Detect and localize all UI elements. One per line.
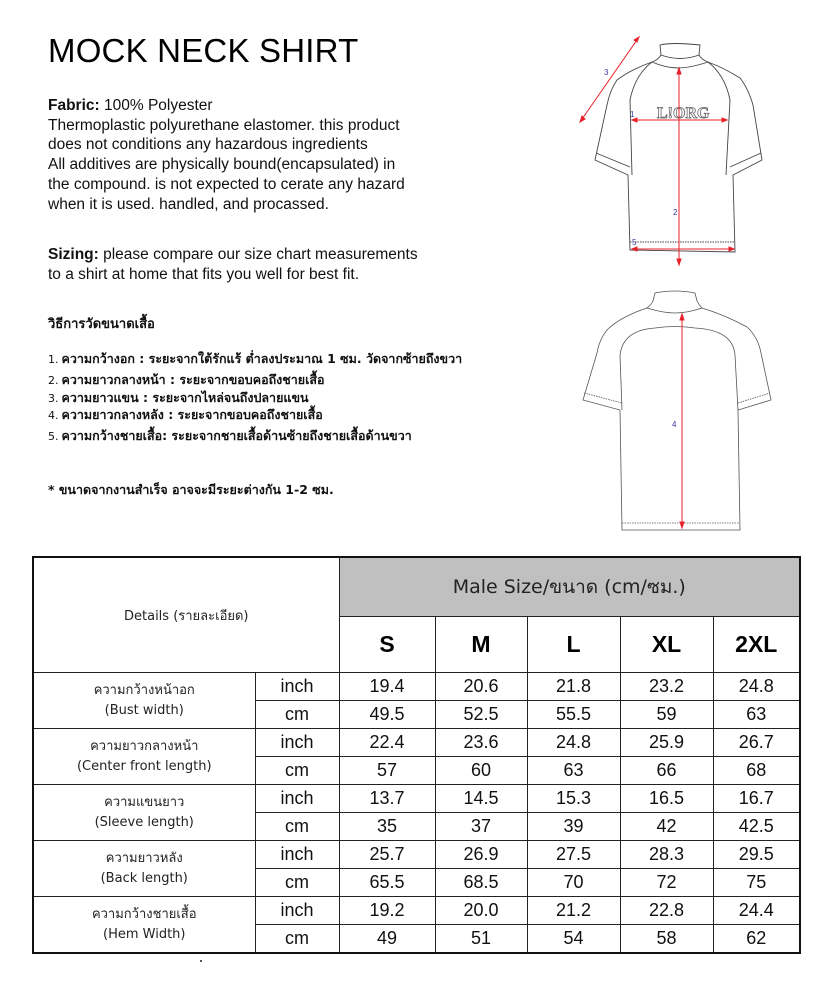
value-cell: 51	[435, 925, 527, 954]
item-text: ความยาวแขน : ระยะจากไหล่จนถึงปลายแขน	[61, 390, 309, 405]
measurement-label	[33, 841, 255, 897]
value-cell: 25.7	[339, 841, 435, 869]
value-cell: 24.8	[527, 729, 620, 757]
measure-label-4: 4	[672, 420, 677, 429]
measurement-english: (Sleeve length)	[94, 814, 194, 830]
item-number: 2.	[48, 374, 59, 387]
value-cell: 66	[620, 757, 713, 785]
unit-cell: cm	[255, 757, 339, 785]
value-cell: 24.8	[713, 673, 800, 701]
unit-cell: inch	[255, 841, 339, 869]
value-cell: 25.9	[620, 729, 713, 757]
value-cell: 49.5	[339, 701, 435, 729]
measurement-thai: ความแขนยาว	[104, 794, 185, 810]
measurement-label	[33, 785, 255, 841]
fabric-line: All additives are physically bound(encapsulated) in	[48, 156, 396, 174]
value-cell: 19.4	[339, 673, 435, 701]
measurement-label	[33, 673, 255, 729]
fabric-description	[48, 96, 405, 214]
fabric-line: Thermoplastic polyurethane elastomer. this product	[48, 116, 400, 134]
value-cell: 49	[339, 925, 435, 954]
measurement-thai: ความยาวกลางหน้า	[90, 738, 199, 754]
value-cell: 20.0	[435, 897, 527, 925]
value-cell: 37	[435, 813, 527, 841]
value-cell: 13.7	[339, 785, 435, 813]
value-cell: 35	[339, 813, 435, 841]
value-cell: 70	[527, 869, 620, 897]
measurement-english: (Hem Width)	[103, 926, 186, 942]
value-cell: 55.5	[527, 701, 620, 729]
measure-label-5: 5	[632, 238, 637, 247]
size-col-header: L	[527, 617, 620, 673]
sizing-line: please compare our size chart measurements	[98, 246, 418, 263]
fabric-value: 100% Polyester	[99, 97, 213, 114]
tolerance-note: * ขนาดจากงานสำเร็จ อาจจะมีระยะต่างกัน 1-2 ซม.	[48, 482, 334, 497]
howto-list	[48, 349, 462, 447]
page-title: MOCK NECK SHIRT	[48, 32, 359, 69]
unit-cell: cm	[255, 701, 339, 729]
measurement-thai: ความยาวหลัง	[105, 850, 183, 866]
table-row	[33, 841, 800, 869]
value-cell: 21.8	[527, 673, 620, 701]
fabric-line: when it is used. handled, and procassed.	[48, 195, 329, 213]
measurement-label	[33, 897, 255, 954]
size-chart-table	[32, 556, 801, 954]
unit-cell: inch	[255, 785, 339, 813]
value-cell: 75	[713, 869, 800, 897]
value-cell: 15.3	[527, 785, 620, 813]
back-shirt-diagram	[575, 285, 785, 540]
value-cell: 68.5	[435, 869, 527, 897]
value-cell: 16.7	[713, 785, 800, 813]
value-cell: 42	[620, 813, 713, 841]
value-cell: 22.4	[339, 729, 435, 757]
size-col-header: M	[435, 617, 527, 673]
measurement-english: (Bust width)	[104, 702, 184, 718]
size-col-header: 2XL	[713, 617, 800, 673]
item-number: 5.	[48, 430, 59, 443]
unit-cell: cm	[255, 869, 339, 897]
value-cell: 60	[435, 757, 527, 785]
item-text: ความยาวกลางหน้า : ระยะจากขอบคอถึงชายเสื้อ	[61, 372, 325, 387]
table-row	[33, 897, 800, 925]
size-header: Male Size/ขนาด (cm/ซม.)	[339, 557, 800, 617]
fabric-line: does not conditions any hazardous ingredients	[48, 136, 368, 154]
unit-cell: cm	[255, 925, 339, 954]
howto-item	[48, 349, 462, 370]
measurement-label	[33, 729, 255, 785]
value-cell: 19.2	[339, 897, 435, 925]
item-number: 3.	[48, 392, 59, 405]
value-cell: 21.2	[527, 897, 620, 925]
measure-label-3: 3	[604, 68, 609, 77]
value-cell: 24.4	[713, 897, 800, 925]
fabric-label: Fabric:	[48, 97, 100, 114]
value-cell: 57	[339, 757, 435, 785]
sizing-label: Sizing:	[48, 246, 99, 263]
item-number: 4.	[48, 409, 59, 422]
value-cell: 16.5	[620, 785, 713, 813]
howto-item	[48, 426, 462, 447]
item-number: 1.	[48, 353, 59, 366]
value-cell: 39	[527, 813, 620, 841]
unit-cell: inch	[255, 897, 339, 925]
front-shirt-diagram	[560, 20, 770, 280]
value-cell: 26.7	[713, 729, 800, 757]
value-cell: 63	[527, 757, 620, 785]
item-text: ความกว้างอก : ระยะจากใต้รักแร้ ต่ำลงประมาณ 1 ซม. วัดจากซ้ายถึงขวา	[61, 351, 463, 366]
howto-item	[48, 405, 462, 426]
value-cell: 42.5	[713, 813, 800, 841]
value-cell: 26.9	[435, 841, 527, 869]
value-cell: 23.2	[620, 673, 713, 701]
value-cell: 58	[620, 925, 713, 954]
value-cell: 72	[620, 869, 713, 897]
measurement-english: (Center front length)	[76, 758, 212, 774]
value-cell: 20.6	[435, 673, 527, 701]
size-col-header: S	[339, 617, 435, 673]
value-cell: 68	[713, 757, 800, 785]
value-cell: 52.5	[435, 701, 527, 729]
details-header: Details (รายละเอียด)	[33, 557, 339, 673]
measure-label-2: 2	[673, 208, 678, 217]
sizing-description	[48, 245, 418, 284]
value-cell: 27.5	[527, 841, 620, 869]
unit-cell: inch	[255, 673, 339, 701]
unit-cell: cm	[255, 813, 339, 841]
value-cell: 65.5	[339, 869, 435, 897]
table-row	[33, 673, 800, 701]
table-row	[33, 785, 800, 813]
measurement-english: (Back length)	[100, 870, 188, 886]
value-cell: 23.6	[435, 729, 527, 757]
item-text: ความกว้างชายเสื้อ: ระยะจากชายเสื้อด้านซ้ายถึงชายเสื้อด้านขวา	[61, 428, 412, 443]
measure-label-1: 1	[630, 110, 635, 119]
fabric-line: the compound. is not expected to cerate any hazard	[48, 175, 405, 193]
howto-heading: วิธีการวัดขนาดเสื้อ	[48, 317, 155, 332]
brand-logo: L!ORG	[657, 105, 710, 122]
unit-cell: inch	[255, 729, 339, 757]
measurement-thai: ความกว้างหน้าอก	[93, 682, 195, 698]
value-cell: 59	[620, 701, 713, 729]
size-col-header: XL	[620, 617, 713, 673]
value-cell: 29.5	[713, 841, 800, 869]
value-cell: 54	[527, 925, 620, 954]
value-cell: 63	[713, 701, 800, 729]
value-cell: 62	[713, 925, 800, 954]
value-cell: 22.8	[620, 897, 713, 925]
item-text: ความยาวกลางหลัง : ระยะจากขอบคอถึงชายเสื้อ	[61, 407, 323, 422]
measurement-thai: ความกว้างชายเสื้อ	[91, 906, 197, 922]
value-cell: 14.5	[435, 785, 527, 813]
stray-dot	[200, 960, 202, 962]
value-cell: 28.3	[620, 841, 713, 869]
table-row	[33, 729, 800, 757]
sizing-line: to a shirt at home that fits you well for best fit.	[48, 265, 359, 283]
